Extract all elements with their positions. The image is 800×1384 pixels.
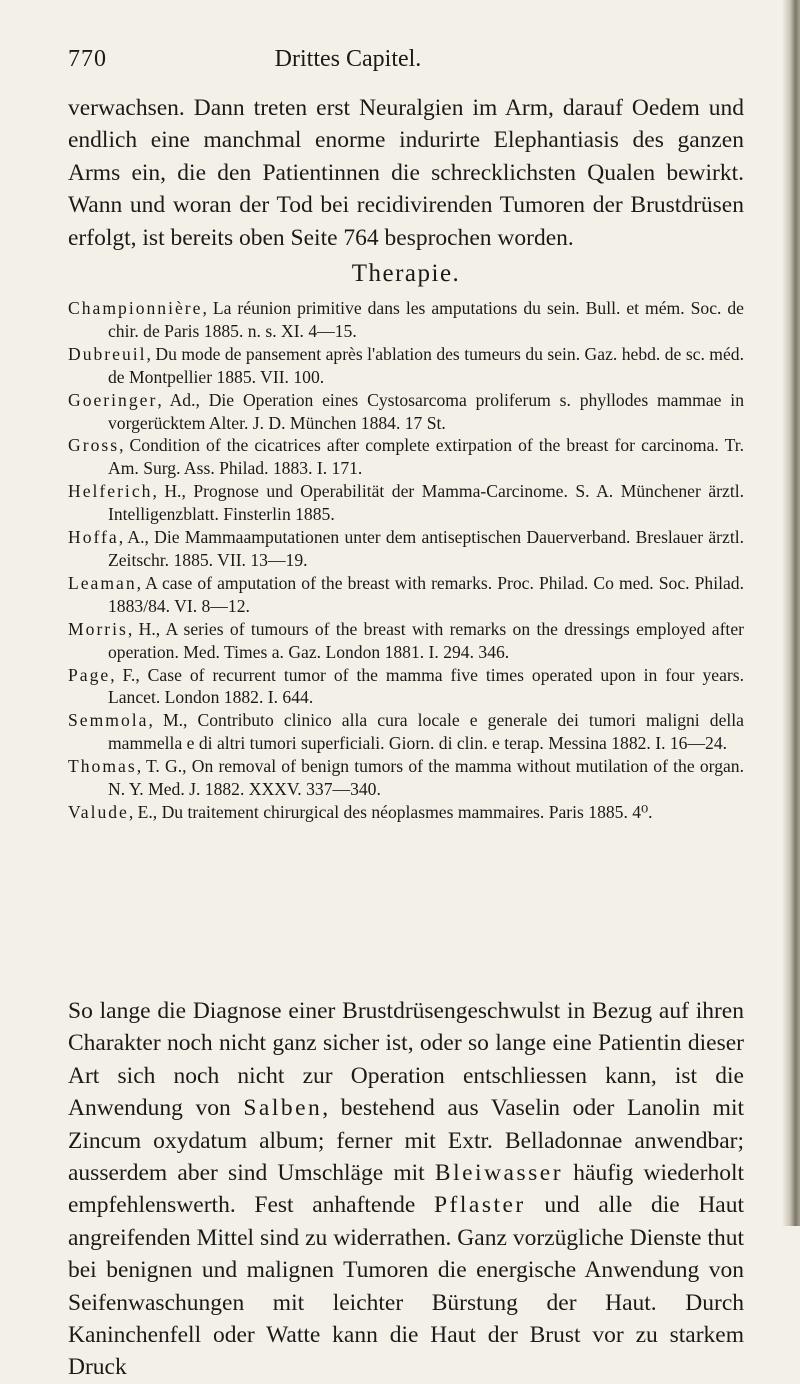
closing-text-part: , bestehend aus Vaselin oder Lanolin mit Zincum oxydatum album; ferner mit Extr. Belladonnae anwendbar; ausserdem aber sind Umschläge mit: [68, 1095, 745, 1187]
reference-author: Page: [68, 664, 111, 685]
reference-author: Goeringer: [68, 389, 158, 410]
reference-text: , H., A series of tumours of the breast with remarks on the dressings employed after operation. Med. Times a. Gaz. London 1881. I. 294. 346.: [108, 618, 744, 662]
reference-item: [68, 664, 744, 710]
reference-author: Thomas: [68, 756, 137, 777]
emphasis-bleiwasser: Bleiwasser: [434, 1160, 564, 1187]
closing-text-part: und alle die Haut angreifenden Mittel sind zu widerrathen. Ganz vorzügliche Dienste thut bei benignen und malignen Tumoren die energische Anwendung von Seifenwaschungen mit leichter Bürstung der Haut. Durch Kaninchenfell oder Watte kann die Haut der Brust vor zu starkem Druck: [68, 1192, 745, 1381]
page-header: [68, 46, 748, 80]
closing-text-part: So lange die Diagnose einer Brustdrüsengeschwulst in Bezug auf ihren Charakter noch nicht ganz sicher ist, oder so lange eine Patientin dieser Art sich noch nicht zur Operation entschliessen kann, ist die Anwendung von: [68, 998, 744, 1122]
intro-paragraph: verwachsen. Dann treten erst Neuralgien im Arm, darauf Oedem und endlich eine manchmal enorme indurirte Elephantiasis des ganzen Arms ein, die den Patientinnen die schrecklichsten Qualen bewirkt. Wann und woran der Tod bei recidivirenden Tumoren der Brustdrüsen erfolgt, ist bereits oben Seite 764 besprochen worden.: [68, 95, 744, 251]
reference-text: , Condition of the cicatrices after complete extirpation of the breast for carcinoma. Tr. Am. Surg. Ass. Philad. 1883. I. 171.: [108, 435, 744, 479]
reference-item: [68, 572, 744, 618]
reference-item: [68, 801, 744, 824]
reference-item: [68, 755, 744, 801]
reference-text: , M., Contributo clinico alla cura locale e generale dei tumori maligni della mammella e di altri tumori superficiali. Giorn. di clin. e terap. Messina 1882. I. 16—24.: [108, 710, 744, 754]
intro-paragraph-block: [68, 92, 744, 254]
reference-text: , Ad., Die Operation eines Cystosarcoma proliferum s. phyllodes mammae in vorgerücktem Alter. J. D. München 1884. 17 St.: [108, 389, 744, 433]
reference-author: Gross: [68, 435, 120, 456]
reference-text: , La réunion primitive dans les amputations du sein. Bull. et mém. Soc. de chir. de Paris 1885. n. s. XI. 4—15.: [108, 298, 744, 341]
reference-item: [68, 434, 744, 480]
page-edge-shadow: [782, 0, 800, 1226]
reference-author: Valude: [68, 801, 129, 822]
running-title: Drittes Capitel.: [274, 46, 422, 72]
reference-item: [68, 709, 744, 755]
reference-author: Morris: [68, 618, 128, 639]
reference-author: Helferich: [68, 481, 153, 502]
reference-author: Dubreuil: [68, 343, 147, 364]
reference-item: [68, 389, 744, 435]
closing-paragraph-block: [68, 995, 744, 1384]
reference-text: , E., Du traitement chirurgical des néoplasmes mammaires. Paris 1885. 4⁰.: [128, 801, 653, 822]
closing-text-part: häufig wiederholt empfehlenswerth. Fest anhaftende: [68, 1160, 745, 1219]
reference-text: , Du mode de pansement après l'ablation des tumeurs du sein. Gaz. hebd. de sc. méd. de Montpellier 1885. VII. 100.: [108, 343, 744, 387]
reference-text: , A., Die Mammaamputationen unter dem antiseptischen Dauerverband. Breslauer ärztl. Zeitschr. 1885. VII. 13—19.: [108, 527, 744, 570]
emphasis-pflaster: Pflaster: [433, 1192, 526, 1219]
page-number: 770: [68, 46, 107, 72]
emphasis-salben: Salben: [243, 1095, 323, 1122]
reference-author: Championnière: [68, 298, 203, 318]
reference-item: [68, 526, 744, 572]
reference-item: [68, 297, 744, 343]
reference-text: , F., Case of recurrent tumor of the mamma five times operated upon in four years. Lancet. London 1882. I. 644.: [108, 664, 744, 708]
reference-author: Hoffa: [68, 527, 119, 548]
section-title: Therapie.: [351, 260, 461, 287]
reference-list: [68, 297, 744, 824]
reference-text: , H., Prognose und Operabilität der Mamma-Carcinome. S. A. Münchener ärztl. Intelligenzblatt. Finsterlin 1885.: [108, 481, 744, 525]
reference-text: , T. G., On removal of benign tumors of the mamma without mutilation of the organ. N. Y. Med. J. 1882. XXXV. 337—340.: [108, 756, 744, 800]
reference-item: [68, 618, 744, 664]
reference-author: Semmola: [68, 710, 149, 731]
reference-author: Leaman: [68, 572, 137, 593]
reference-item: [68, 480, 744, 526]
reference-text: , A case of amputation of the breast with remarks. Proc. Philad. Co med. Soc. Philad. 1883/84. VI. 8—12.: [108, 572, 744, 616]
reference-item: [68, 343, 744, 389]
closing-paragraph: [68, 995, 744, 1384]
